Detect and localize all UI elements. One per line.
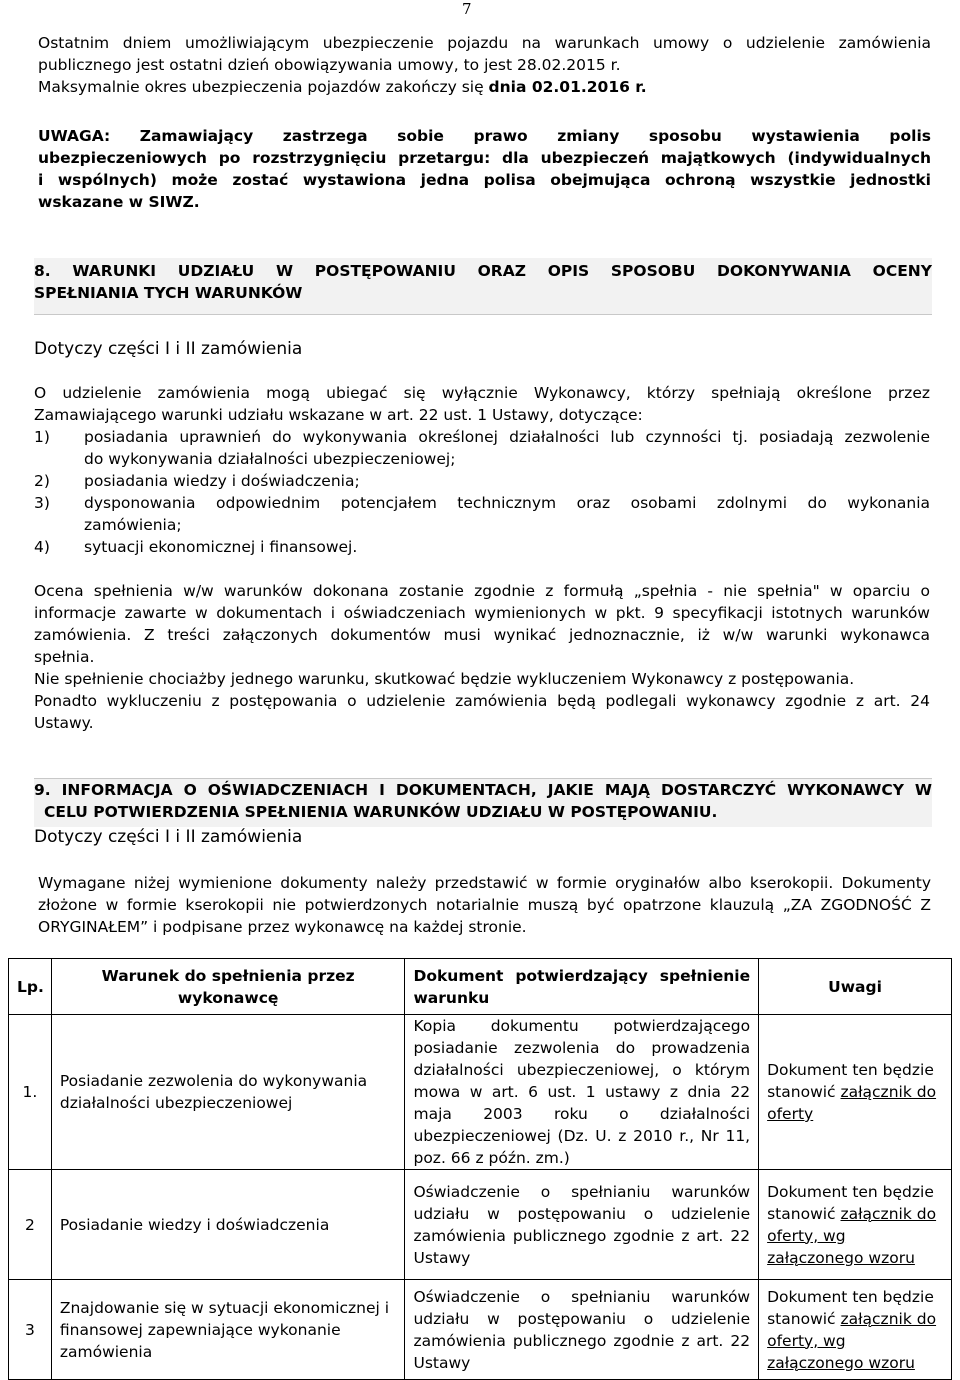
row-condition: Posiadanie zezwolenia do wykonywania działalności ubezpieczeniowej (51, 1015, 405, 1170)
section-9-para-line-2: złożone w formie kserokopii nie potwierdzonych notarialnie muszą być opatrzone klauzulą „ZA ZGODNOŚĆ Z (38, 896, 931, 914)
section-8-title-line-1: 8. WARUNKI UDZIAŁU W POSTĘPOWANIU ORAZ OPIS SPOSOBU DOKONYWANIA OCENY (34, 262, 932, 280)
uwaga-line-3: i wspólnych) może zostać wystawiona jedna polisa obejmująca ochroną wszystkie jednostki (38, 171, 931, 189)
header-notes: Uwagi (759, 959, 952, 1015)
list-item-text-line-2: zamówienia; (84, 516, 182, 534)
row-lp: 1. (9, 1015, 52, 1170)
intro-line-3-text: Maksymalnie okres ubezpieczenia pojazdów zakończy się (38, 78, 489, 96)
list-item-text-line-1: posiadania uprawnień do wykonywania określonej działalności lub czynności tj. posiadają zezwolenie (84, 428, 930, 446)
section-8-heading (34, 258, 932, 315)
section-8-para-line-2: Zamawiającego warunki udziału wskazane w art. 22 ust. 1 Ustawy, dotyczące: (34, 406, 643, 424)
row-document: Kopia dokumentu potwierdzającego posiadanie zezwolenia do prowadzenia działalności ubezpieczeniowej, o którym mowa w art. 6 ust. 1 ustawy z dnia 22 maja 2003 roku o działalności ubezpieczeniowej (Dz. U. z 2010 r., Nr 11, poz. 66 z późn. zm.) (405, 1015, 759, 1170)
list-item-number: 1) (34, 428, 50, 446)
evaluation-line-3: zamówienia. Z treści załączonych dokumentów musi wynikać jednoznacznie, iż w/w warunki wykonawca (34, 626, 930, 644)
evaluation-line-1: Ocena spełnienia w/w warunków dokonana zostanie zgodnie z formułą „spełnia - nie spełnia" w oparciu o (34, 582, 930, 600)
row-condition: Znajdowanie się w sytuacji ekonomicznej i finansowej zapewniające wykonanie zamówienia (51, 1280, 405, 1380)
list-item (34, 426, 930, 470)
evaluation-line-2: informacje zawarte w dokumentach i oświadczeniach wymienionych w pkt. 9 specyfikacji istotnych warunków (34, 604, 930, 622)
notes-text: Dokument ten będzie stanowić (767, 1061, 934, 1101)
list-item-text-line-2: do wykonywania działalności ubezpieczeniowej; (84, 450, 456, 468)
section-9-title-line-2: CELU POTWIERDZENIA SPEŁNIENIA WARUNKÓW UDZIAŁU W POSTĘPOWANIU. (44, 803, 718, 821)
intro-date: dnia 02.01.2016 r. (488, 78, 647, 96)
evaluation-line-4: spełnia. (34, 648, 95, 666)
row-lp: 2 (9, 1170, 52, 1280)
list-item (34, 470, 930, 492)
section-9-heading (34, 778, 932, 827)
section-8-subheading: Dotyczy części I i II zamówienia (34, 339, 303, 359)
page-number: 7 (462, 0, 472, 18)
section-9-para-line-3: ORYGINAŁEM” i podpisane przez wykonawcę na każdej stronie. (38, 918, 527, 936)
row-lp: 3 (9, 1280, 52, 1380)
notes-text: Dokument ten będzie stanowić (767, 1182, 934, 1223)
list-item-text-line-1: posiadania wiedzy i doświadczenia; (84, 472, 360, 490)
header-lp: Lp. (9, 959, 52, 1015)
notes-attachment: załącznik do oferty (767, 1083, 937, 1123)
notes-text: Dokument ten będzie stanowić (767, 1287, 934, 1328)
section-9-para-line-1: Wymagane niżej wymienione dokumenty należy przedstawić w formie oryginałów albo kserokopii. Dokumenty (38, 874, 931, 892)
row-condition: Posiadanie wiedzy i doświadczenia (51, 1170, 405, 1280)
row-notes (759, 1015, 952, 1170)
list-item (34, 536, 930, 558)
row-notes (759, 1170, 952, 1280)
header-document: Dokument potwierdzający spełnienie warunku (405, 959, 759, 1015)
notes-attachment: załącznik do oferty, wg załączonego wzoru (767, 1204, 937, 1267)
intro-line-2: publicznego jest ostatni dzień obowiązywania umowy, to jest 28.02.2015 r. (38, 56, 621, 74)
list-item-number: 2) (34, 472, 50, 490)
table-row (9, 1170, 952, 1280)
row-document: Oświadczenie o spełnianiu warunków udziału w postępowaniu o udzielenie zamówienia publicznego zgodnie z art. 22 Ustawy (405, 1170, 759, 1280)
row-document: Oświadczenie o spełnianiu warunków udziału w postępowaniu o udzielenie zamówienia publicznego zgodnie z art. 22 Ustawy (405, 1280, 759, 1380)
intro-line-3 (38, 76, 931, 98)
uwaga-line-4: wskazane w SIWZ. (38, 193, 200, 211)
conditions-list (34, 426, 930, 558)
requirements-table (8, 958, 952, 1380)
list-item-number: 3) (34, 494, 50, 512)
list-item (34, 492, 930, 536)
table-row (9, 1015, 952, 1170)
uwaga-line-2: ubezpieczeniowych po rozstrzygnięciu przetargu: dla ubezpieczeń majątkowych (indywidualnych (38, 149, 931, 167)
further-exclusion-line-1: Ponadto wykluczeniu z postępowania o udzielenie zamówienia będą podlegali wykonawcy zgodnie z art. 24 (34, 692, 930, 710)
list-item-text-line-1: dysponowania odpowiednim potencjałem technicznym oraz osobami zdolnymi do wykonania (84, 494, 930, 512)
section-8-title-line-2: SPEŁNIANIA TYCH WARUNKÓW (34, 284, 303, 302)
uwaga-line-1: UWAGA: Zamawiający zastrzega sobie prawo zmiany sposobu wystawienia polis (38, 127, 931, 145)
notes-attachment: załącznik do oferty, wg załączonego wzoru (767, 1309, 937, 1372)
exclusion-line: Nie spełnienie chociażby jednego warunku, skutkować będzie wykluczeniem Wykonawcy z postępowania. (34, 670, 855, 688)
table-header-row (9, 959, 952, 1015)
section-8-para-line-1: O udzielenie zamówienia mogą ubiegać się wyłącznie Wykonawcy, którzy spełniają określone przez (34, 384, 930, 402)
section-9-subheading: Dotyczy części I i II zamówienia (34, 827, 303, 847)
list-item-number: 4) (34, 538, 50, 556)
header-condition: Warunek do spełnienia przez wykonawcę (51, 959, 405, 1015)
list-item-text-line-1: sytuacji ekonomicznej i finansowej. (84, 538, 358, 556)
further-exclusion-line-2: Ustawy. (34, 714, 94, 732)
table-row (9, 1280, 952, 1380)
intro-line-1: Ostatnim dniem umożliwiającym ubezpieczenie pojazdu na warunkach umowy o udzielenie zamówienia (38, 34, 931, 52)
section-9-title-line-1: 9. INFORMACJA O OŚWIADCZENIACH I DOKUMENTACH, JAKIE MAJĄ DOSTARCZYĆ WYKONAWCY W (34, 781, 932, 799)
row-notes (759, 1280, 952, 1380)
